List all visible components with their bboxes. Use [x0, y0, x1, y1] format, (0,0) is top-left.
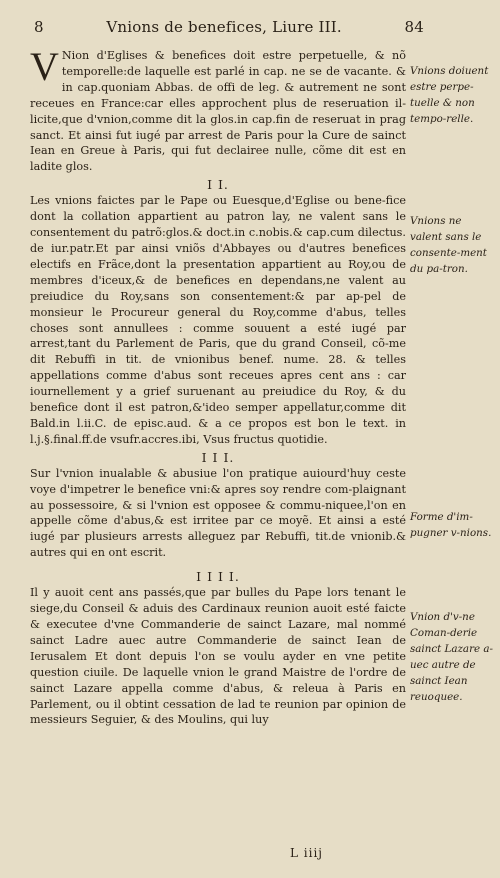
paragraph-1-text: Nion d'Eglises & benefices doit estre perpetuelle, & nõ temporelle:de laquelle est parlé in cap. ne se de vacante. & in cap.quoniam Abbas. de offi de leg. & autrement ne sont receues en France:car elles approchent plus de reseruation il-licite,que d'vnion,comme dit la glos.in cap.fin de reseruat in prag sanct. Et ainsi fut iugé par arrest de Paris pour la Cure de sainct Iean en Greue à Paris, qui fut declairee nulle, cõme dit est en ladite glos. — [30, 49, 406, 174]
page-number-right: 84 — [404, 18, 424, 36]
running-title: Vnions de benefices, Liure III. — [106, 18, 342, 36]
section-number-4: I I I I. — [196, 569, 240, 585]
main-text — [30, 44, 406, 728]
signature-mark: L iiij — [290, 846, 324, 860]
paragraph-4: Il y auoit cent ans passés,que par bulles du Pape lors tenant le siege,du Conseil & aduis des Cardinaux reunion auoit esté faicte & executee d'vne Commanderie de sainct Lazare, mal nommé sainct Ladre auec autre Commanderie de sainct Iean de Ierusalem Et dont depuis l'on se voulu ayder en vne petite question ciuile. De laquelle vnion le grand Maistre de l'ordre de sainct Lazare appella comme d'abus, & releua à Paris en Parlement, ou il obtint cessation de lad te reunion par opinion de messieurs Seguier, & des Moulins, qui luy — [30, 586, 406, 727]
page-number-left: 8 — [34, 18, 44, 36]
margin-note-3: Forme d'im-pugner v-nions. — [410, 511, 492, 539]
margin-note-2: Vnions ne valent sans le consente-ment du pa-tron. — [410, 215, 487, 275]
margin-note-1: Vnions doiuent estre perpe-tuelle & non tempo-relle. — [410, 65, 489, 125]
margin-note-4: Vnion d'v-ne Coman-derie sainct Lazare a-uec autre de sainct Iean reuoquee. — [410, 611, 493, 703]
paragraph-2: Les vnions faictes par le Pape ou Euesque,d'Eglise ou bene-fice dont la collation appartient au patron lay, ne valent sans le consentement du patrõ:glos.& doct.in c.nobis.& cap.cum dilectus. de iur.patr.Et par ainsi vniõs d'Abbayes ou d'autres benefices electifs en Frãce,dont la presentation appartient au Roy,ou de membres d'iceux,& de benefices en dependans,ne valent au preiudice du Roy,sans son consentement:& par ap-pel de monsieur le Procureur general du Roy,comme d'abus, telles choses sont annullees : comme souuent a esté iugé par arrest,tant du Parlement de Paris, que du grand Conseil, cõ-me dit Rebuffi in tit. de vnionibus benef. nume. 28. & telles appellations comme d'abus sont receues apres cent ans : car iournellement y a grief suruenant au preiudice du Roy, & du benefice dont il est patron,&'ideo semper appellatur,comme dit Bald.in l.ii.C. de episc.aud. & a ce propos est bon le text. in l.j.§.final.ff.de vsufr.accres.ibi, Vsus fructus quotidie. — [30, 194, 406, 446]
section-number-2: I I. — [207, 177, 229, 193]
paragraph-1 — [30, 44, 406, 175]
running-header — [34, 18, 424, 36]
paragraph-3: Sur l'vnion inualable & abusiue l'on pratique auiourd'huy ceste voye d'impetrer le benefice vni:& apres soy rendre com-plaignant au possessoire, & si l'vnion est opposee & commu-niquee,l'on en appelle cõme d'abus,& est irritee par ce moyẽ. Et ainsi a esté iugé par plusieurs arrests alleguez par Rebuffi, tit.de vnionib.& autres qui en ont escrit. — [30, 466, 406, 560]
dropcap: V — [30, 44, 59, 89]
section-number-3: I I I. — [201, 449, 235, 465]
